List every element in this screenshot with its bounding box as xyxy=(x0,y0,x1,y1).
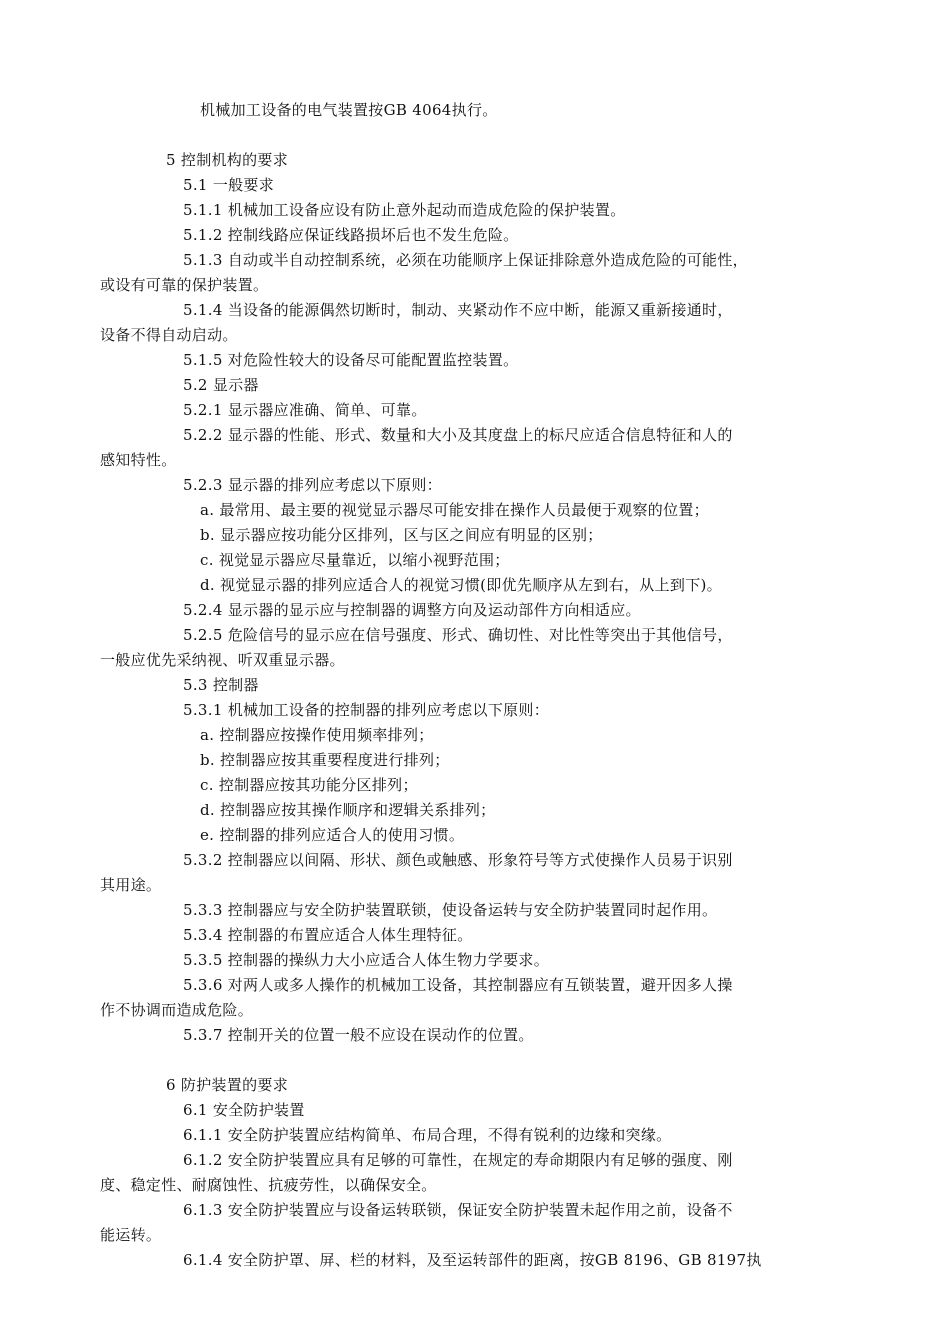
clause-line: 6.1.3 安全防护装置应与设备运转联锁，保证安全防护装置未起作用之前，设备不 xyxy=(183,1201,733,1219)
list-item: c. 控制器应按其功能分区排列； xyxy=(200,776,418,794)
subsection-heading: 5.2 显示器 xyxy=(183,376,259,394)
continuation-line: 感知特性。 xyxy=(100,451,177,469)
subsection-heading: 5.3 控制器 xyxy=(183,676,259,694)
clause-line: 5.3.6 对两人或多人操作的机械加工设备，其控制器应有互锁装置，避开因多人操 xyxy=(183,976,733,994)
subsection-heading: 6.1 安全防护装置 xyxy=(183,1101,305,1119)
list-item: c. 视觉显示器应尽量靠近，以缩小视野范围； xyxy=(200,551,510,569)
clause-line: 6.1.4 安全防护罩、屏、栏的材料，及至运转部件的距离，按GB 8196、GB 8197执 xyxy=(183,1251,762,1269)
clause-line: 5.2.2 显示器的性能、形式、数量和大小及其度盘上的标尺应适合信息特征和人的 xyxy=(183,426,733,444)
clause-line: 5.2.4 显示器的显示应与控制器的调整方向及运动部件方向相适应。 xyxy=(183,601,641,619)
list-item: a. 控制器应按操作使用频率排列； xyxy=(200,726,434,744)
clause-line: 5.1.1 机械加工设备应设有防止意外起动而造成危险的保护装置。 xyxy=(183,201,626,219)
clause-line: 5.2.1 显示器应准确、简单、可靠。 xyxy=(183,401,427,419)
continuation-line: 作不协调而造成危险。 xyxy=(100,1001,254,1019)
clause-line: 5.2.5 危险信号的显示应在信号强度、形式、确切性、对比性等突出于其他信号， xyxy=(183,626,733,644)
clause-line: 5.3.5 控制器的操纵力大小应适合人体生物力学要求。 xyxy=(183,951,550,969)
continuation-line: 一般应优先采纳视、听双重显示器。 xyxy=(100,651,345,669)
clause-line: 5.1.5 对危险性较大的设备尽可能配置监控装置。 xyxy=(183,351,519,369)
paragraph-line: 机械加工设备的电气装置按GB 4064执行。 xyxy=(200,101,498,119)
clause-line: 5.3.3 控制器应与安全防护装置联锁，使设备运转与安全防护装置同时起作用。 xyxy=(183,901,718,919)
list-item: a. 最常用、最主要的视觉显示器尽可能安排在操作人员最便于观察的位置； xyxy=(200,501,709,519)
clause-line: 5.1.2 控制线路应保证线路损坏后也不发生危险。 xyxy=(183,226,519,244)
list-item: b. 控制器应按其重要程度进行排列； xyxy=(200,751,450,769)
continuation-line: 能运转。 xyxy=(100,1226,162,1244)
clause-line: 5.3.2 控制器应以间隔、形状、颜色或触感、形象符号等方式使操作人员易于识别 xyxy=(183,851,733,869)
clause-line: 5.1.3 自动或半自动控制系统，必须在功能顺序上保证排除意外造成危险的可能性， xyxy=(183,251,748,269)
clause-line: 5.1.4 当设备的能源偶然切断时，制动、夹紧动作不应中断，能源又重新接通时， xyxy=(183,301,733,319)
section-heading: 5 控制机构的要求 xyxy=(166,151,289,169)
clause-line: 5.3.7 控制开关的位置一般不应设在误动作的位置。 xyxy=(183,1026,534,1044)
clause-line: 5.2.3 显示器的排列应考虑以下原则： xyxy=(183,476,442,494)
clause-line: 5.3.4 控制器的布置应适合人体生理特征。 xyxy=(183,926,473,944)
clause-line: 5.3.1 机械加工设备的控制器的排列应考虑以下原则： xyxy=(183,701,550,719)
list-item: d. 视觉显示器的排列应适合人的视觉习惯(即优先顺序从左到右，从上到下)。 xyxy=(200,576,722,594)
list-item: d. 控制器应按其操作顺序和逻辑关系排列； xyxy=(200,801,496,819)
clause-line: 6.1.2 安全防护装置应具有足够的可靠性，在规定的寿命期限内有足够的强度、刚 xyxy=(183,1151,733,1169)
list-item: b. 显示器应按功能分区排列，区与区之间应有明显的区别； xyxy=(200,526,603,544)
continuation-line: 度、稳定性、耐腐蚀性、抗疲劳性，以确保安全。 xyxy=(100,1176,437,1194)
continuation-line: 或设有可靠的保护装置。 xyxy=(100,276,269,294)
section-heading: 6 防护装置的要求 xyxy=(166,1076,289,1094)
subsection-heading: 5.1 一般要求 xyxy=(183,176,275,194)
list-item: e. 控制器的排列应适合人的使用习惯。 xyxy=(200,826,465,844)
continuation-line: 其用途。 xyxy=(100,876,162,894)
continuation-line: 设备不得自动启动。 xyxy=(100,326,238,344)
clause-line: 6.1.1 安全防护装置应结构简单、布局合理，不得有锐利的边缘和突缘。 xyxy=(183,1126,672,1144)
